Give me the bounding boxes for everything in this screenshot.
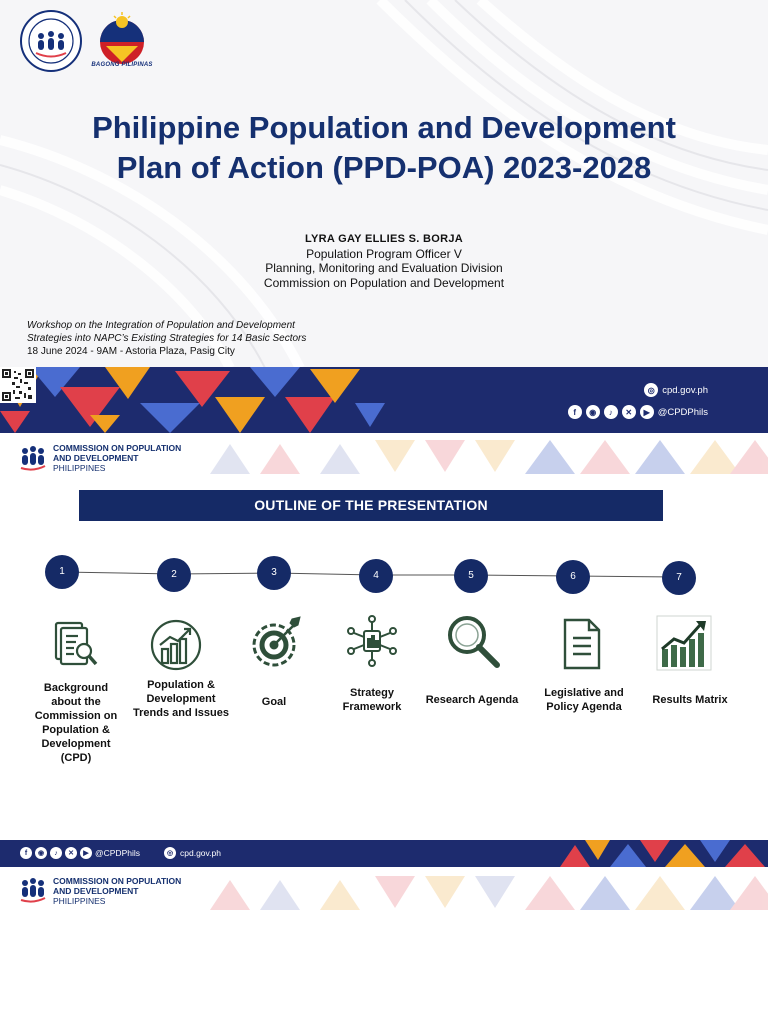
footer-banner	[0, 367, 768, 433]
org-name	[53, 443, 181, 473]
title-slide	[0, 0, 768, 433]
banner-pattern	[0, 367, 768, 433]
website-link[interactable]: cpd.gov.ph	[662, 384, 708, 396]
step-label-3: Goal	[261, 696, 287, 708]
trend-chart-icon	[148, 617, 204, 673]
document-icon	[553, 616, 609, 672]
instagram-icon[interactable]: ◉	[586, 405, 600, 419]
x-icon[interactable]: ✕	[65, 847, 77, 859]
workshop-line-1: Workshop on the Integration of Population and Development	[27, 320, 295, 331]
step-number-4: 4	[359, 559, 393, 593]
next-slide-header	[0, 840, 768, 1024]
globe-icon: ◎	[164, 847, 176, 859]
website-link-2[interactable]: cpd.gov.ph	[180, 848, 221, 858]
presenter-division: Planning, Monitoring and Evaluation Division	[265, 261, 503, 275]
step-label-5: Research Agenda	[425, 694, 519, 706]
qr-code-icon	[0, 367, 36, 403]
slide-header	[0, 433, 768, 478]
step-number-3: 3	[257, 556, 291, 590]
org-name-line-2: AND DEVELOPMENT	[53, 886, 139, 896]
title-line-1: Philippine Population and Development	[92, 110, 676, 145]
bagong-pilipinas-text: BAGONG PILIPINAS	[91, 62, 153, 68]
facebook-icon[interactable]: f	[568, 405, 582, 419]
social-handle-2[interactable]: @CPDPhils	[95, 848, 140, 858]
presenter-agency: Commission on Population and Development	[263, 275, 505, 290]
step-label-2: Population & Development Trends and Issues	[133, 679, 229, 719]
social-row-2	[20, 847, 140, 859]
youtube-icon[interactable]: ▶	[80, 847, 92, 859]
org-country: PHILIPPINES	[53, 463, 106, 473]
strategy-network-icon	[344, 613, 400, 669]
org-name-line-2: AND DEVELOPMENT	[53, 453, 139, 463]
magnifier-icon	[445, 613, 501, 669]
website-row-2	[164, 847, 221, 859]
step-label-7: Results Matrix	[652, 694, 728, 706]
slide-header-2	[0, 867, 768, 915]
workshop-line-2: Strategies into NAPC’s Existing Strategies for 14 Basic Sectors	[27, 333, 307, 344]
org-name-line-1: COMMISSION ON POPULATION	[53, 443, 182, 453]
presenter-block	[184, 232, 584, 290]
cpd-logo-icon	[18, 441, 48, 471]
globe-icon: ◎	[644, 383, 658, 397]
presenter-position: Population Program Officer V	[306, 246, 462, 261]
cpd-logo-icon	[18, 873, 48, 903]
growth-chart-icon	[656, 615, 712, 671]
page-title	[30, 108, 738, 188]
org-name-2	[53, 876, 181, 906]
step-number-6: 6	[556, 560, 590, 594]
workshop-info	[27, 319, 357, 358]
target-icon	[248, 613, 304, 669]
social-handle[interactable]: @CPDPhils	[657, 406, 708, 418]
youtube-icon[interactable]: ▶	[640, 405, 654, 419]
tiktok-icon[interactable]: ♪	[50, 847, 62, 859]
contact-banner	[0, 840, 768, 867]
outline-slide	[0, 433, 768, 840]
website-row	[644, 383, 708, 397]
tiktok-icon[interactable]: ♪	[604, 405, 618, 419]
presenter-name: LYRA GAY ELLIES S. BORJA	[305, 233, 463, 245]
cpd-seal-logo	[20, 10, 82, 72]
step-number-7: 7	[662, 561, 696, 595]
document-search-icon	[48, 617, 104, 673]
step-label-4: Strategy Framework	[342, 687, 402, 713]
social-row	[568, 405, 708, 419]
outline-heading: OUTLINE OF THE PRESENTATION	[79, 490, 663, 521]
step-number-1: 1	[45, 555, 79, 589]
instagram-icon[interactable]: ◉	[35, 847, 47, 859]
step-label-6: Legislative and Policy Agenda	[544, 687, 624, 713]
step-label-1: Background about the Commission on Population & Development (CPD)	[34, 682, 118, 764]
x-icon[interactable]: ✕	[622, 405, 636, 419]
org-name-line-1: COMMISSION ON POPULATION	[53, 876, 182, 886]
step-number-5: 5	[454, 559, 488, 593]
facebook-icon[interactable]: f	[20, 847, 32, 859]
workshop-date-venue: 18 June 2024 - 9AM - Astoria Plaza, Pasig City	[27, 346, 235, 357]
title-line-2: Plan of Action (PPD-POA) 2023-2028	[116, 150, 652, 185]
decorative-triangles	[210, 436, 768, 478]
step-number-2: 2	[157, 558, 191, 592]
decorative-triangles-2	[210, 872, 768, 914]
org-country: PHILIPPINES	[53, 896, 106, 906]
